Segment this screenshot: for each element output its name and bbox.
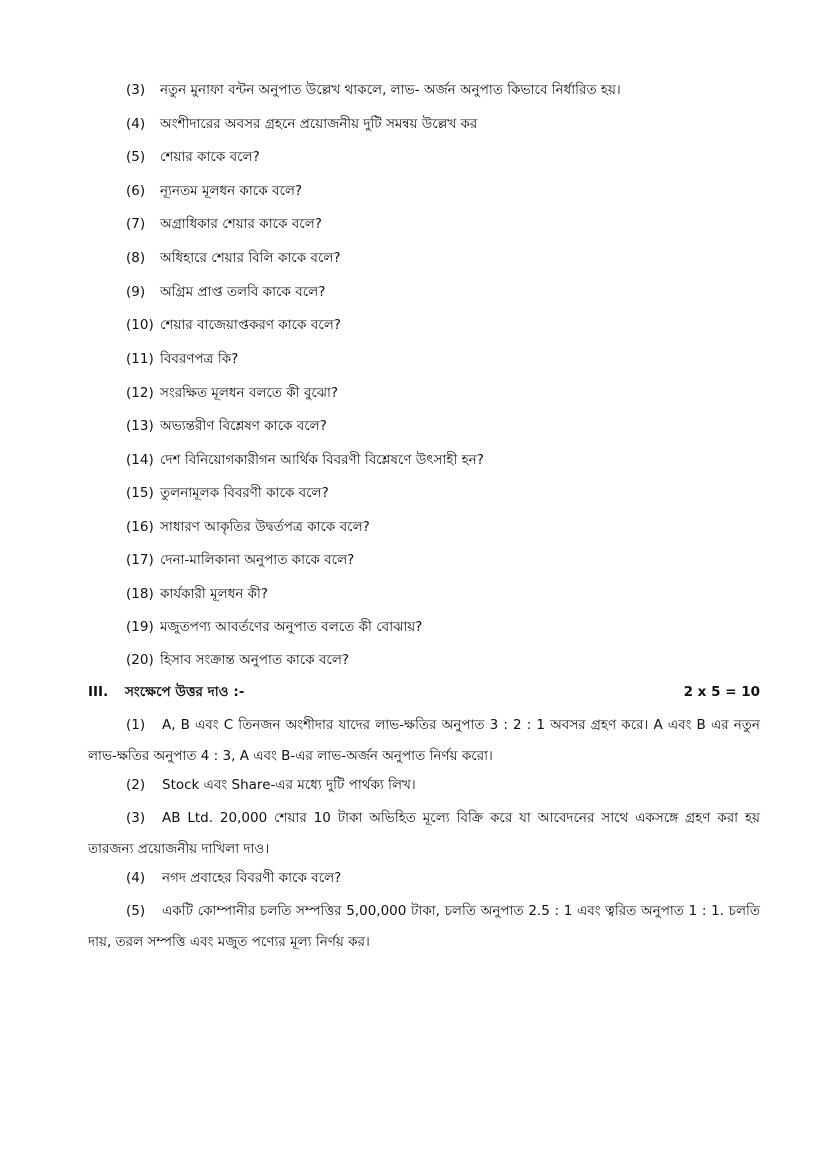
- item-number: (4): [126, 870, 146, 886]
- question-item: [126, 617, 422, 637]
- question-item: [126, 450, 484, 470]
- question-text: অভ্যন্তরীণ বিশ্লেষণ কাকে বলে?: [160, 418, 327, 434]
- question-number: (14): [126, 452, 154, 468]
- question-number: (5): [126, 149, 146, 165]
- item-text: একটি কোম্পানীর চলতি সম্পত্তির 5,00,000 টাকা, চলতি অনুপাত 2.5 : 1 এবং ত্বরিত অনুপাত 1 : 1. চলতি দায়, তরল সম্পত্তি এবং মজুত পণ্যের মূল্য নির্ণয় কর।: [88, 903, 760, 950]
- section-item: [126, 775, 416, 795]
- question-text: অগ্রিম প্রাপ্ত তলবি কাকে বলে?: [160, 284, 326, 300]
- question-item: [126, 214, 322, 234]
- question-number: (13): [126, 418, 154, 434]
- question-number: (12): [126, 385, 154, 401]
- item-number: (2): [126, 777, 146, 793]
- question-item: [126, 315, 341, 335]
- question-number: (9): [126, 284, 146, 300]
- question-number: (19): [126, 619, 154, 635]
- question-text: অংশীদারের অবসর গ্রহনে প্রয়োজনীয় দুটি সমন্বয় উল্লেখ কর: [160, 116, 478, 132]
- question-number: (3): [126, 82, 146, 98]
- question-number: (11): [126, 351, 154, 367]
- question-item: [126, 282, 325, 302]
- section-marks: 2 x 5 = 10: [683, 684, 760, 700]
- question-text: শেয়ার বাজেয়াপ্তকরণ কাকে বলে?: [160, 317, 341, 333]
- question-item: [126, 181, 302, 201]
- item-number: (1): [126, 717, 146, 733]
- question-text: দেনা-মালিকানা অনুপাত কাকে বলে?: [160, 552, 355, 568]
- question-item: [126, 147, 260, 167]
- section-item: [88, 896, 760, 958]
- item-text: নগদ প্রবাহের বিবরণী কাকে বলে?: [162, 870, 342, 886]
- question-item: [126, 550, 354, 570]
- question-number: (20): [126, 652, 154, 668]
- question-text: মজুতপণ্য আবর্তণের অনুপাত বলতে কী বোঝায়?: [160, 619, 423, 635]
- item-number: (5): [126, 903, 146, 919]
- question-text: হিসাব সংক্রান্ত অনুপাত কাকে বলে?: [160, 652, 350, 668]
- section-number: III.: [88, 684, 109, 700]
- item-text: Stock এবং Share-এর মধ্যে দুটি পার্থক্য লিখ।: [162, 777, 416, 793]
- question-item: [126, 584, 268, 604]
- section-title: সংক্ষেপে উত্তর দাও :-: [125, 684, 245, 700]
- section-item: [88, 803, 760, 865]
- question-item: [126, 80, 621, 100]
- question-item: [126, 349, 238, 369]
- question-text: সংরক্ষিত মূলধন বলতে কী বুঝো?: [160, 385, 339, 401]
- question-text: অধিহারে শেয়ার বিলি কাকে বলে?: [160, 250, 341, 266]
- question-number: (16): [126, 519, 154, 535]
- question-number: (4): [126, 116, 146, 132]
- section-item: [126, 868, 341, 888]
- question-text: অগ্রাধিকার শেয়ার কাকে বলে?: [160, 216, 322, 232]
- question-text: তুলনামূলক বিবরণী কাকে বলে?: [160, 485, 329, 501]
- question-text: ন্যূনতম মূলধন কাকে বলে?: [160, 183, 303, 199]
- question-number: (18): [126, 586, 154, 602]
- question-text: কার্যকারী মূলধন কী?: [160, 586, 269, 602]
- question-number: (7): [126, 216, 146, 232]
- question-text: দেশ বিনিয়োগকারীগন আর্থিক বিবরণী বিশ্লেষণে উৎসাহী হন?: [160, 452, 484, 468]
- question-text: শেয়ার কাকে বলে?: [160, 149, 260, 165]
- question-text: নতুন মুনাফা বন্টন অনুপাত উল্লেখ থাকলে, লাভ- অর্জন অনুপাত কিভাবে নির্ধারিত হয়।: [160, 82, 621, 98]
- section-item: [88, 710, 760, 772]
- question-number: (6): [126, 183, 146, 199]
- question-text: বিবরণপত্র কি?: [160, 351, 239, 367]
- question-number: (15): [126, 485, 154, 501]
- question-item: [126, 383, 338, 403]
- question-item: [126, 248, 341, 268]
- question-text: সাধারণ আকৃতির উদ্বর্তপত্র কাকে বলে?: [160, 519, 370, 535]
- question-number: (8): [126, 250, 146, 266]
- question-item: [126, 517, 370, 537]
- question-item: [126, 114, 477, 134]
- item-text: A, B এবং C তিনজন অংশীদার যাদের লাভ-ক্ষতির অনুপাত 3 : 2 : 1 অবসর গ্রহণ করে। A এবং B এর নতুন লাভ-ক্ষতির অনুপাত 4 : 3, A এবং B-এর লাভ-অর্জন অনুপাত নির্ণয় করো।: [88, 717, 760, 764]
- question-number: (10): [126, 317, 154, 333]
- question-item: [126, 416, 327, 436]
- item-text: AB Ltd. 20,000 শেয়ার 10 টাকা অভিহিত মূল্যে বিক্রি করে যা আবেদনের সাথে একসঙ্গে গ্রহণ করা হয় তারজন্য প্রয়োজনীয় দাখিলা দাও।: [88, 810, 760, 857]
- item-number: (3): [126, 810, 146, 826]
- question-item: [126, 483, 329, 503]
- section-heading: [88, 682, 760, 702]
- question-number: (17): [126, 552, 154, 568]
- question-item: [126, 650, 349, 670]
